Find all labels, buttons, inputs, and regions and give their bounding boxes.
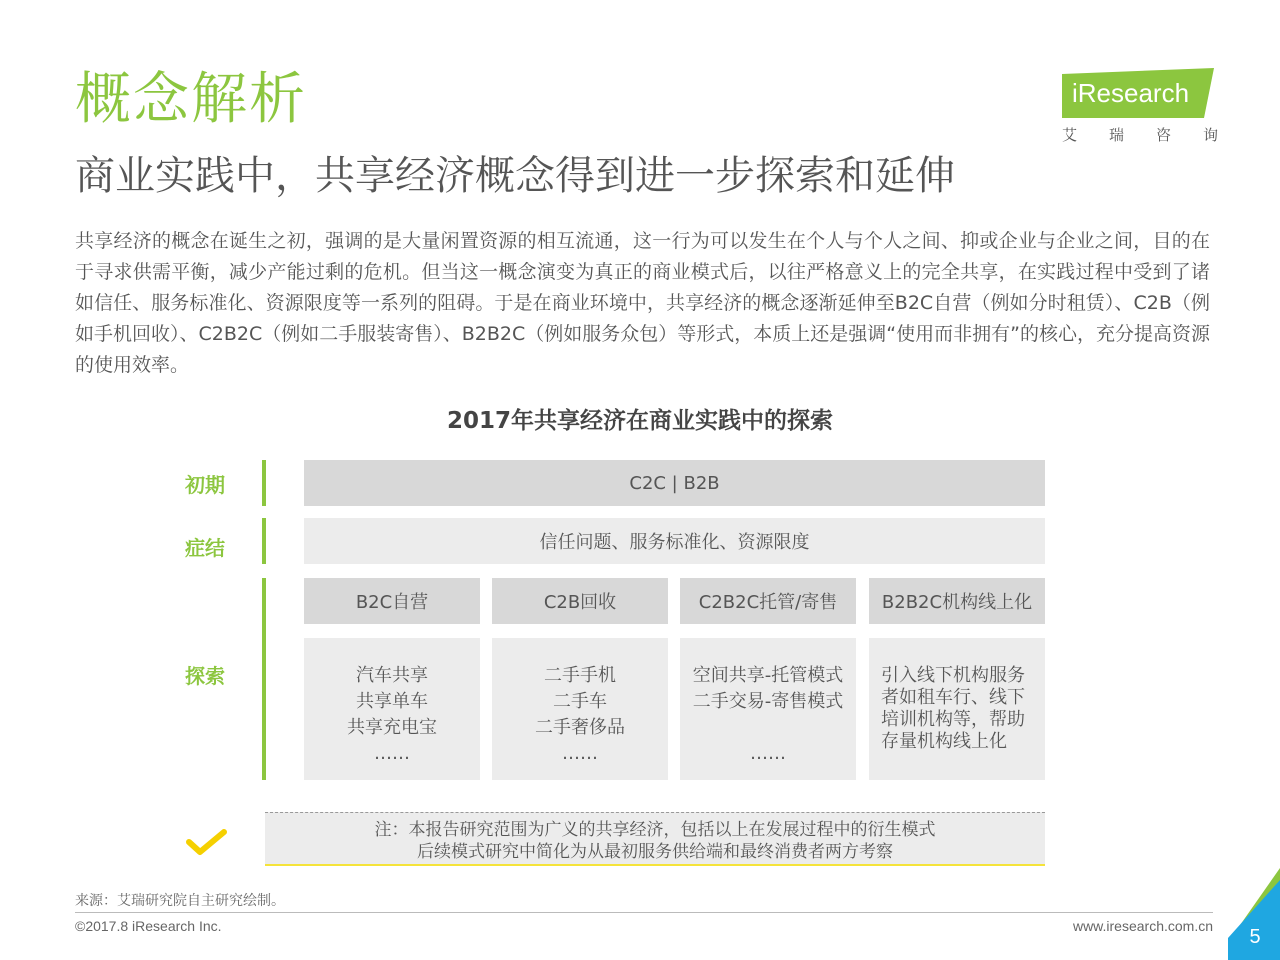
category-header: B2C自营 [304, 578, 480, 624]
copyright: ©2017.8 iResearch Inc. [75, 918, 222, 934]
category-detail [869, 638, 1045, 780]
footer-divider [75, 912, 1213, 913]
category-item: 空间共享-托管模式 [692, 665, 844, 686]
row-label-initial: 初期 [185, 473, 225, 497]
category-item: 共享单车 [356, 691, 428, 712]
note-line: 后续模式研究中简化为从最初服务供给端和最终消费者两方考察 [417, 842, 893, 862]
row-label-problem: 症结 [185, 536, 225, 560]
logo-char: 询 [1202, 126, 1218, 144]
source-note: 来源：艾瑞研究院自主研究绘制。 [75, 893, 285, 909]
page-number: 5 [1249, 926, 1261, 948]
logo-char: 艾 [1062, 126, 1078, 144]
category-item: 汽车共享 [356, 665, 428, 686]
category-item [680, 715, 856, 741]
logo-char: 瑞 [1108, 126, 1124, 144]
category-item: 共享充电宝 [347, 717, 437, 738]
row-divider-bar [262, 518, 266, 564]
logo-char: 咨 [1155, 126, 1171, 144]
diagram-title: 2017年共享经济在商业实践中的探索 [446, 408, 833, 434]
intro-paragraph: 共享经济的概念在诞生之初，强调的是大量闲置资源的相互流通，这一行为可以发生在个人与个人之间、抑或企业与企业之间，目的在于寻求供需平衡，减少产能过剩的危机。但当这一概念演变为真正的商业模式后，以往严格意义上的完全共享，在实践过程中受到了诸如信任、服务标准化、资源限度等一系列的阻碍。于是在商业环境中，共享经济的概念逐渐延伸至B2C自营（例如分时租赁）、C2B（例如手机回收）、C2B2C（例如二手服装寄售）、B2B2C（例如服务众包）等形式，本质上还是强调“使用而非拥有”的核心，充分提高资源的使用效率。 [75, 230, 1210, 376]
checkmark-icon [186, 828, 228, 858]
category-detail [680, 638, 856, 780]
row-label-explore: 探索 [185, 664, 225, 688]
category-item: …… [374, 743, 410, 764]
category-detail [492, 638, 668, 780]
category-header: C2B回收 [492, 578, 668, 624]
iresearch-logo [1058, 68, 1218, 148]
category-item: 二手车 [553, 691, 607, 712]
category-item: 二手奢侈品 [535, 717, 625, 738]
initial-band: C2C | B2B [304, 460, 1045, 506]
category-item: 二手交易-寄售模式 [692, 691, 844, 712]
row-divider-bar [262, 578, 266, 780]
category-item: 二手手机 [544, 665, 616, 686]
page-subtitle: 商业实践中，共享经济概念得到进一步探索和延伸 [75, 153, 955, 199]
note-line: 注：本报告研究范围为广义的共享经济，包括以上在发展过程中的衍生模式 [374, 820, 936, 840]
footer-url: www.iresearch.com.cn [1072, 918, 1213, 934]
category-header: C2B2C托管/寄售 [680, 578, 856, 624]
category-header: B2B2C机构线上化 [869, 578, 1045, 624]
logo-brand-text: iResearch [1072, 78, 1190, 108]
logo-chinese-name [1062, 124, 1218, 145]
category-item: …… [750, 743, 786, 764]
note-box [265, 812, 1045, 866]
page-title: 概念解析 [75, 67, 307, 132]
category-item: …… [562, 743, 598, 764]
problem-band: 信任问题、服务标准化、资源限度 [304, 518, 1045, 564]
category-detail [304, 638, 480, 780]
row-divider-bar [262, 460, 266, 506]
category-item: 引入线下机构服务者如租车行、线下培训机构等，帮助存量机构线上化 [881, 665, 1025, 752]
